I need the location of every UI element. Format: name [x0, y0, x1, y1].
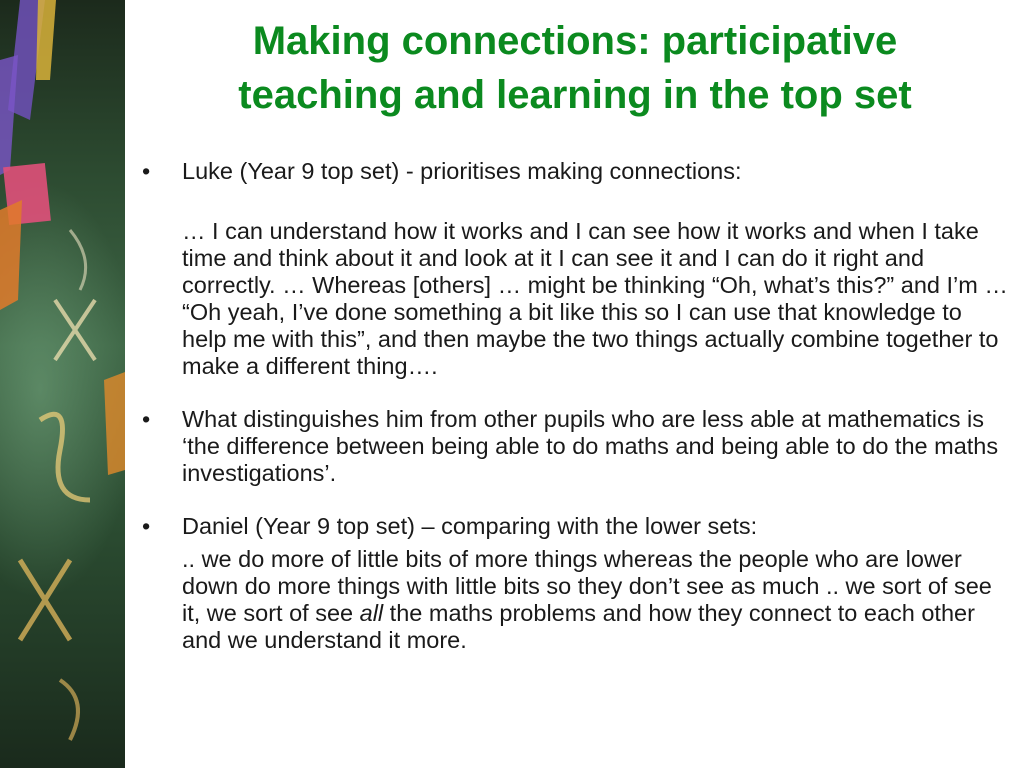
slide-title [150, 14, 1000, 122]
quote-daniel-part1: .. we do more of little bits of more things whereas the people who are lower down do more things with little bits so they don’t see as much .. we sort of see it, we sort of see [182, 546, 992, 626]
decorative-chalkboard-image [0, 0, 125, 768]
bullet-marker: • [142, 406, 151, 432]
title-line-1: Making connections: participative [252, 19, 898, 63]
bullet-distinguishes [142, 406, 1012, 487]
bullet-marker: • [142, 158, 151, 184]
chalk-doodles-image [0, 0, 125, 768]
quote-daniel [142, 546, 1012, 654]
bullet-distinguishes-text: What distinguishes him from other pupils who are less able at mathematics is ‘the difference between being able to do maths and being able to do the maths investigations’. [182, 406, 999, 486]
quote-daniel-emphasis: all [359, 600, 384, 626]
title-line-2: teaching and learning in the top set [238, 73, 912, 117]
slide-body [142, 158, 1012, 654]
bullet-luke [142, 158, 1012, 185]
bullet-marker: • [142, 513, 151, 539]
quote-luke: … I can understand how it works and I can see how it works and when I take time and think about it and look at it I can see it and I can do it right and correctly. … Whereas [others] … might be thinking “Oh, what’s this?” and I’m … “Oh yeah, I’ve done something a bit like this so I can use that knowledge to help me with this”, and then maybe the two things actually combine together to make a different thing…. [182, 218, 1008, 379]
bullet-daniel-text: Daniel (Year 9 top set) – comparing with the lower sets: [182, 513, 758, 539]
bullet-daniel [142, 513, 1012, 540]
bullet-luke-text: Luke (Year 9 top set) - prioritises making connections: [182, 158, 742, 184]
quote-daniel-part2: the maths problems and how they connect to each other and we understand it more. [182, 600, 975, 653]
